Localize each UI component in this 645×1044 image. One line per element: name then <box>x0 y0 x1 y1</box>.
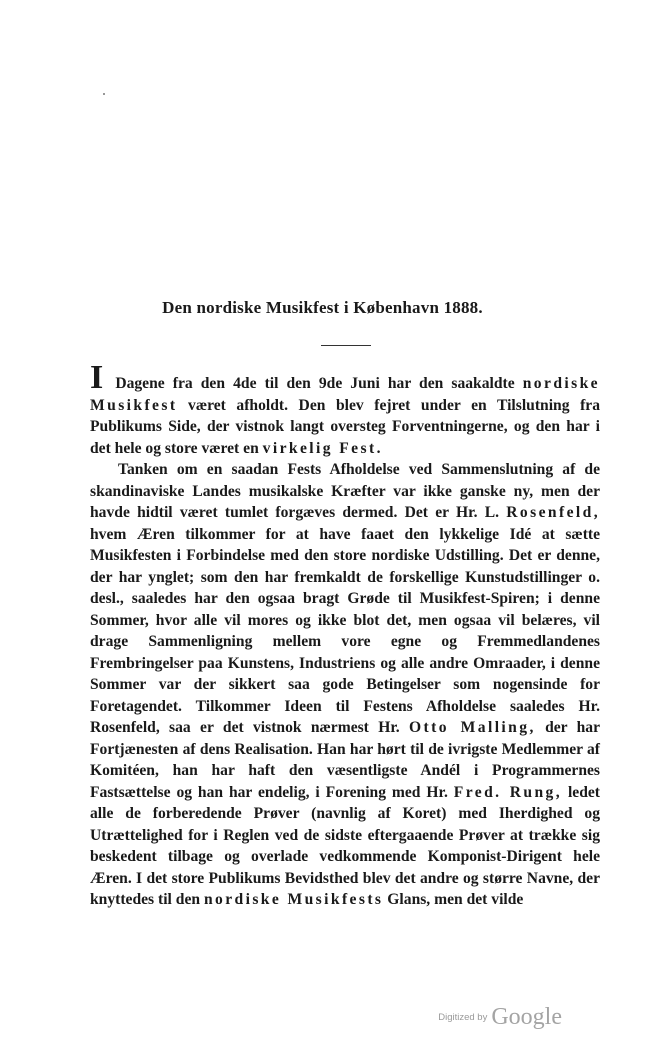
spaced-phrase-nordiske-musikfests: nordiske Musikfests <box>203 891 384 908</box>
title-divider <box>321 345 371 346</box>
paragraph-1-part-a: Dagene fra den 4de til den 9de Juni har den saakaldte <box>107 375 523 392</box>
paragraph-1 <box>90 359 600 459</box>
spaced-phrase-virkelig-fest: virkelig Fest. <box>262 439 383 457</box>
drop-cap: I <box>90 359 104 396</box>
page-title: Den nordiske Musikfest i København 1888. <box>162 298 483 317</box>
paragraph-2-part-i: Glans, men det vilde <box>383 891 524 908</box>
body-text <box>90 359 601 911</box>
spaced-name-otto-malling: Otto Malling, <box>409 719 536 736</box>
spaced-phrase-musikfest: nordiske Musikfest <box>90 375 600 414</box>
google-logo-text: Google <box>491 1004 562 1030</box>
scan-speck <box>103 93 105 95</box>
paragraph-2-part-g: ledet alle de forberedende Prøver (navnlig af Koret) med Iherdighed og Utrættelighed for i Reglen ved de sidste eftergaaende Prøver at trække sig beskedent tilbage og overlade vedkommende Komponist-Dirigent hele Æren. I det store Publikums Bevidsthed blev det andre og større Navne, der knyttedes til den <box>90 783 600 908</box>
digitized-by-label: Digitized by <box>438 1012 488 1023</box>
spaced-name-fred-rung: Fred. Rung, <box>453 783 563 801</box>
paragraph-2-part-a: Tanken om en saadan Fests Afholdelse ved Sammenslutning af de skandinaviske Landes musikalske Kræfter var ikke ganske ny, men der havde hidtil været tumlet forgæves dermed. Det er Hr. L. <box>90 461 600 521</box>
paragraph-2 <box>90 459 600 911</box>
spaced-name-rosenfeld: Rosenfeld, <box>506 504 600 521</box>
paragraph-1-part-c: været afholdt. Den blev fejret under en Tilslutning fra Publikums Side, der vistnok langt oversteg Forventningerne, og den har i det hele og store været en <box>90 396 600 457</box>
digitized-watermark <box>438 1004 562 1031</box>
paragraph-2-part-c: hvem Æren tilkommer for at have faaet den lykkelige Idé at sætte Musikfesten i Forbindelse med den store nordiske Udstilling. Det er denne, der har ynglet; som den har fremkaldt de forskellige Kunstudstillinger o. desl., saaledes har den ogsaa bragt Grøde til Musikfest-Spiren; i denne Sommer, hvor alle vil mores og ikke blot det, men ogsaa vil belæres, vil drage Sammenligning mellem vore egne og Fremmedlandenes Frembringelser paa Kunstens, Industriens og alle andre Omraader, i denne Sommer var der sikkert saa gode Betingelser som nogensinde for Foretagendet. Tilkommer Ideen til Festens Afholdelse saaledes Hr. Rosenfeld, saa er det vistnok nærmest Hr. <box>90 525 600 736</box>
paragraph-2-part-e: der har Fortjænesten af dens Realisation. Han har hørt til de ivrigste Medlemmer af Komitéen, han har haft den væsentligste Andél i Programmernes Fastsættelse og han har endelig, i Forening med Hr. <box>90 719 601 801</box>
